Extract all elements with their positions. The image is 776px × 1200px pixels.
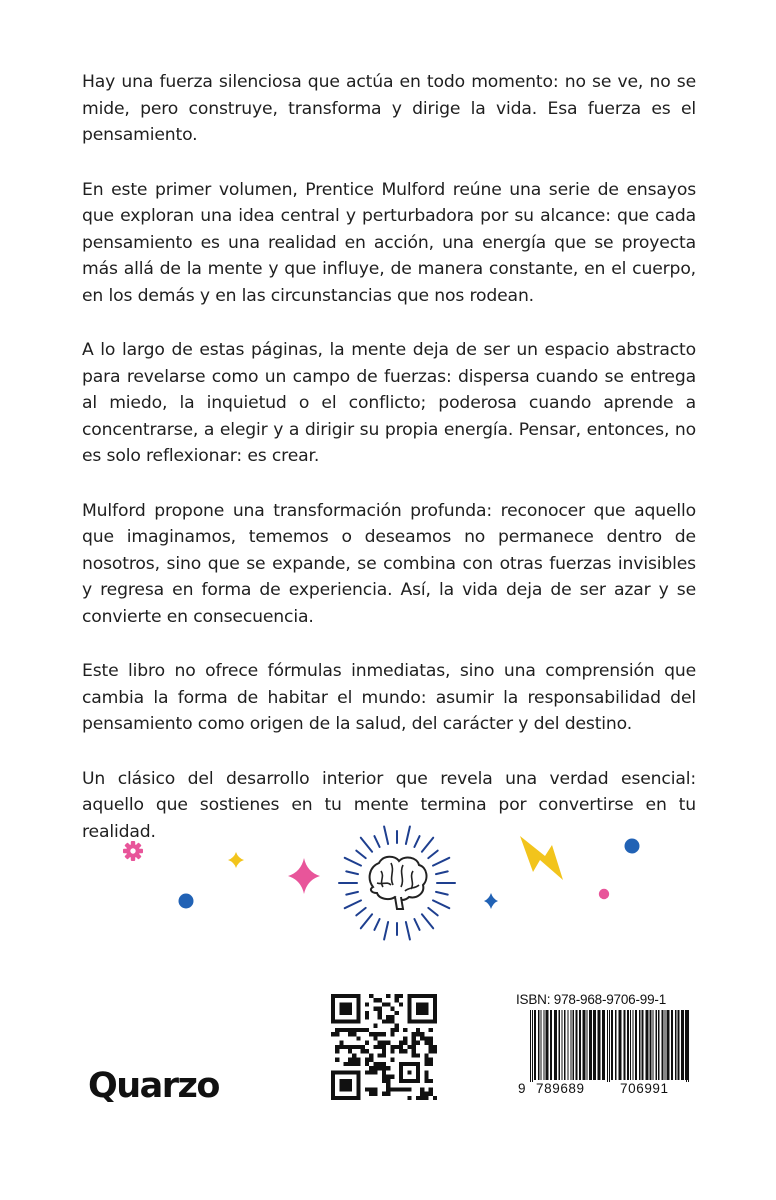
isbn-barcode bbox=[516, 992, 692, 1104]
paragraph-6: Un clásico del desarrollo interior que revela una verdad esencial: aquello que sostienes en tu mente termina por convertirse en tu realidad. bbox=[82, 768, 696, 842]
publisher-logo: Quarzo bbox=[88, 1066, 219, 1106]
paragraph-2: En este primer volumen, Prentice Mulford reúne una serie de ensayos que exploran una idea central y perturbadora por su alcance: que cada pensamiento es una realidad en acción, una energía que se proyecta más allá de la mente y que influye, de manera constante, en el cuerpo, en los demás y en las circunstancias que nos rodean. bbox=[82, 179, 696, 306]
dot-icon bbox=[599, 889, 609, 899]
barcode-bars bbox=[516, 1010, 692, 1082]
barcode-first-digit: 9 bbox=[518, 1081, 527, 1096]
isbn-label: ISBN: 978-968-9706-99-1 bbox=[516, 992, 666, 1007]
paragraph-3: A lo largo de estas páginas, la mente deja de ser un espacio abstracto para revelarse como un campo de fuerzas: dispersa cuando se entrega al miedo, la inquietud o el conflicto; poderosa cuando aprende a concentrarse, a elegir y a dirigir su propia energía. Pensar, entonces, no es solo reflexionar: es crear. bbox=[82, 340, 696, 466]
paragraph-1: Hay una fuerza silenciosa que actúa en todo momento: no se ve, no se mide, pero construye, transforma y dirige la vida. Esa fuerza es el pensamiento. bbox=[82, 72, 696, 145]
qr-code-icon[interactable] bbox=[331, 994, 437, 1100]
barcode-right-digits: 706991 bbox=[620, 1081, 669, 1096]
barcode-left-digits: 789689 bbox=[536, 1081, 585, 1096]
back-cover-text bbox=[82, 69, 696, 873]
paragraph-4: Mulford propone una transformación profunda: reconocer que aquello que imaginamos, tememos o deseamos no permanece dentro de nosotros, sino que se expande, se combina con otras fuerzas invisibles y regresa en forma de experiencia. Así, la vida deja de ser azar y se convierte en consecuencia. bbox=[82, 500, 696, 627]
sparkle-icon bbox=[484, 893, 498, 909]
paragraph-5: Este libro no ofrece fórmulas inmediatas, sino una comprensión que cambia la forma de habitar el mundo: asumir la responsabilidad del pensamiento como origen de la salud, del carácter y del destino. bbox=[82, 661, 696, 734]
dot-icon bbox=[179, 894, 194, 909]
